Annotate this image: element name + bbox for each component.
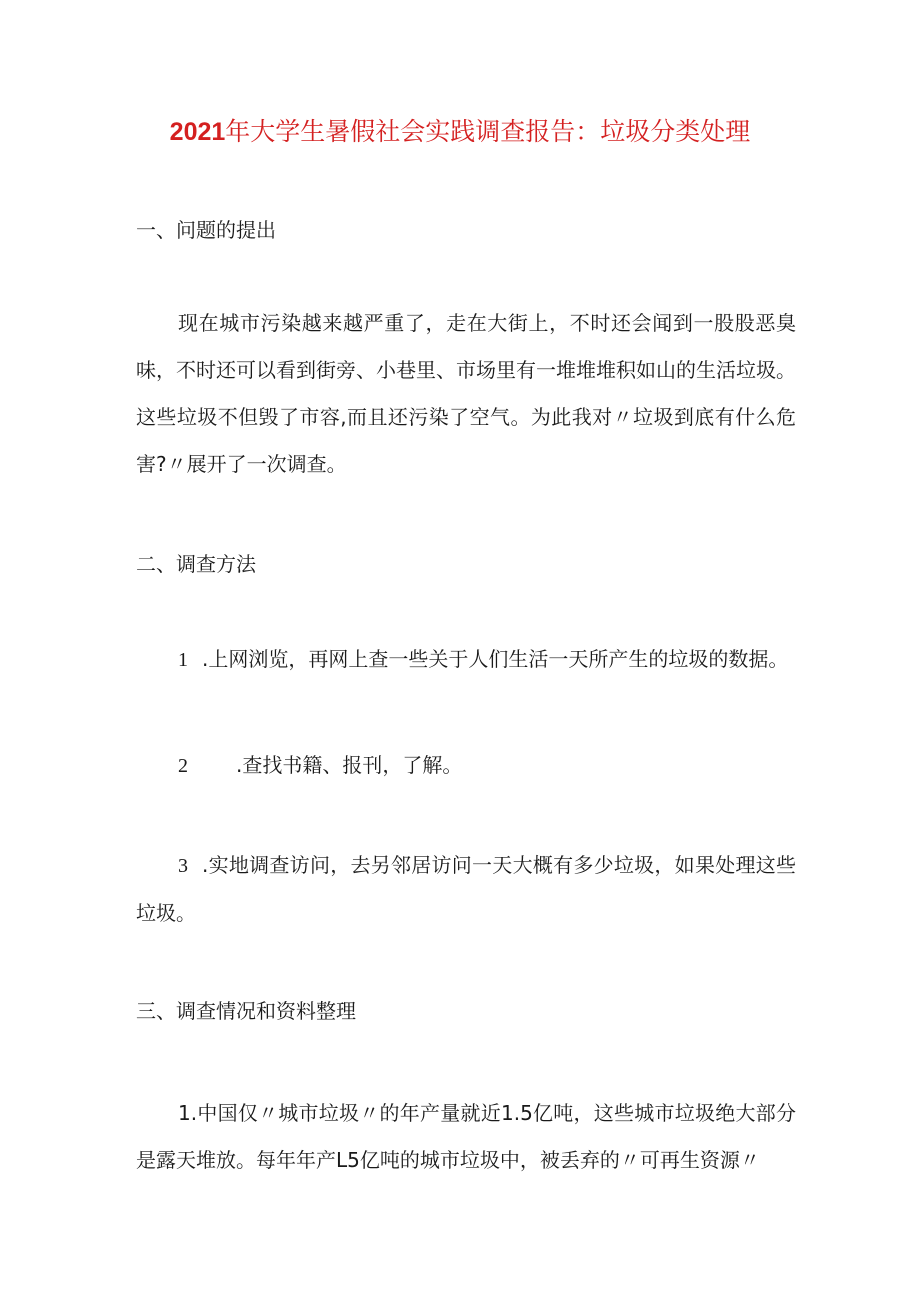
document-title — [0, 114, 920, 150]
title-text: 年大学生暑假社会实践调查报告：垃圾分类处理 — [225, 117, 751, 146]
section-heading-problem: 一、问题的提出 — [136, 218, 276, 242]
method-item-text: .实地调查访问，去另邻居访问一天大概有多少垃圾，如果处理这些垃圾。 — [136, 853, 796, 925]
method-item-text: .上网浏览，再网上查一些关于人们生活一天所产生的垃圾的数据。 — [202, 647, 789, 671]
method-item-number: 2 — [178, 755, 188, 777]
method-item-number: 3 — [178, 855, 188, 877]
section-heading-findings: 三、调查情况和资料整理 — [136, 999, 356, 1023]
method-item-1 — [178, 636, 798, 684]
method-item-text: .查找书籍、报刊，了解。 — [236, 753, 463, 777]
method-item-3 — [136, 842, 796, 937]
section-paragraph-findings: 1.中国仅〃城市垃圾〃的年产量就近1.5亿吨，这些城市垃圾绝大部分是露天堆放。每年年产L5亿吨的城市垃圾中，被丢弃的〃可再生资源〃 — [136, 1101, 796, 1172]
title-year: 2021 — [169, 118, 226, 146]
method-item-number: 1 — [178, 649, 188, 671]
section-paragraph-problem: 现在城市污染越来越严重了，走在大街上，不时还会闻到一股股恶臭味，不时还可以看到街旁、小巷里、市场里有一堆堆堆积如山的生活垃圾。这些垃圾不但毁了市容,而且还污染了空气。为此我对〃垃圾到底有什么危害?〃展开了一次调查。 — [136, 311, 796, 476]
method-item-2 — [178, 742, 798, 790]
section-heading-method: 二、调查方法 — [136, 552, 256, 576]
